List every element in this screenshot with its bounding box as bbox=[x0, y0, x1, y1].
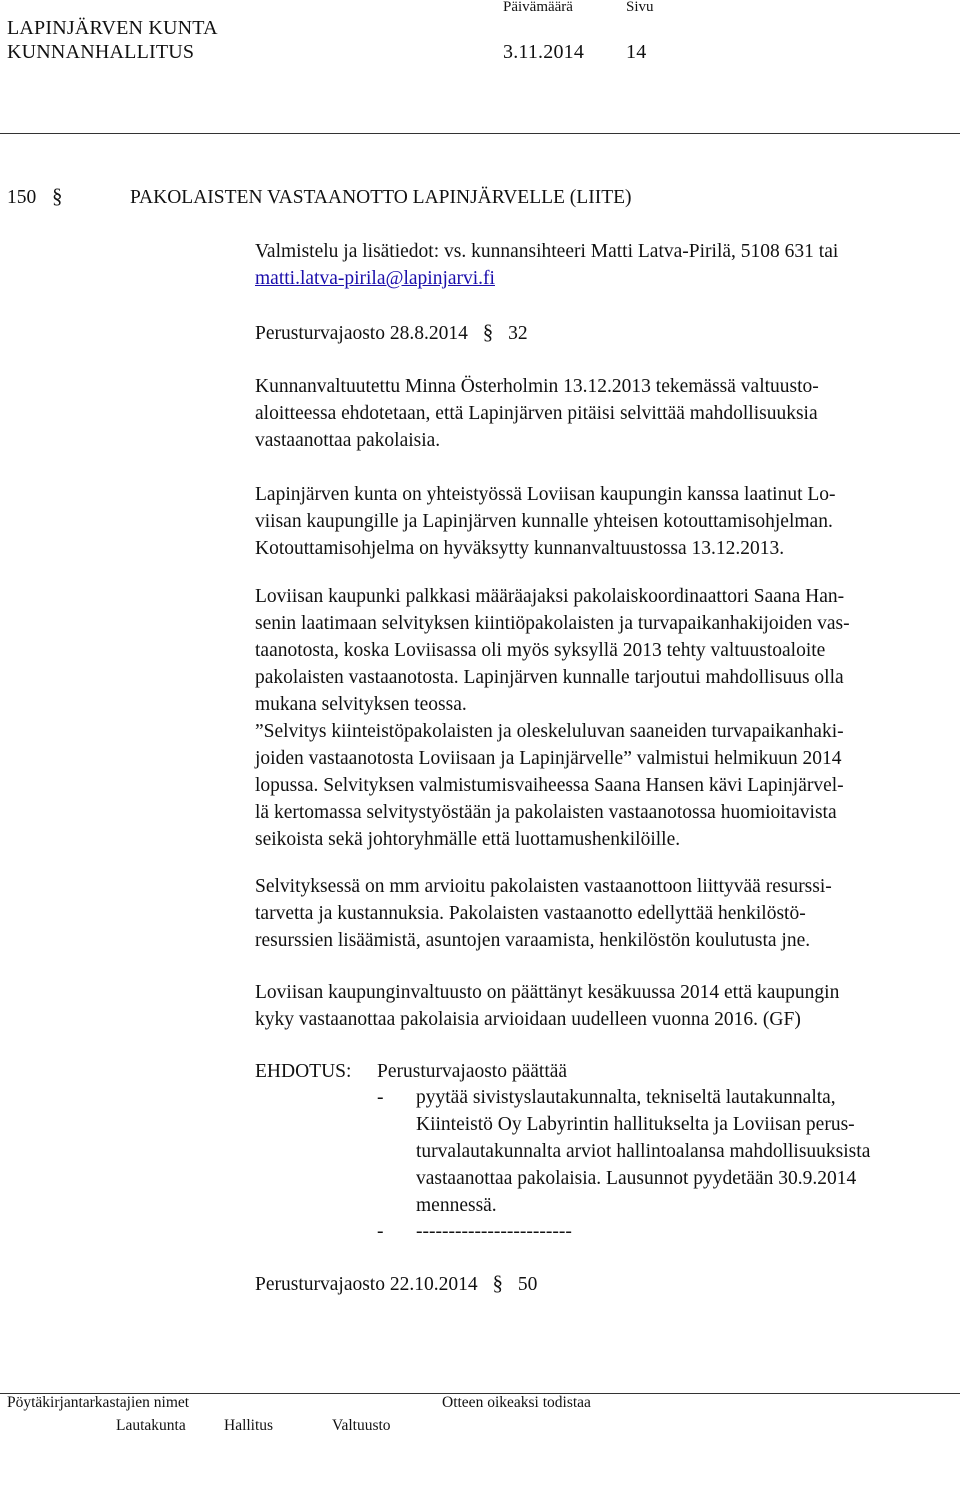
text-line: Kunnanvaltuutettu Minna Österholmin 13.12.2013 tekemässä valtuusto- bbox=[255, 376, 819, 397]
preparation-line: Valmistelu ja lisätiedot: vs. kunnansihteeri Matti Latva-Pirilä, 5108 631 tai bbox=[255, 241, 839, 262]
signers-label: Pöytäkirjantarkastajien nimet bbox=[7, 1394, 190, 1411]
footer-column-board: Hallitus bbox=[224, 1417, 274, 1434]
reference-line-2 bbox=[255, 1270, 537, 1298]
proposal-label: EHDOTUS: bbox=[255, 1061, 352, 1082]
date-label: Päivämäärä bbox=[503, 0, 573, 15]
text-line: joiden vastaanotosta Loviisaan ja Lapinjärvelle” valmistui helmikuun 2014 bbox=[255, 748, 842, 769]
text-line: Loviisan kaupunki palkkasi määräajaksi pakolaiskoordinaattori Saana Han- bbox=[255, 586, 845, 607]
header-rule bbox=[0, 133, 960, 134]
page-number: 14 bbox=[626, 41, 647, 63]
text-line: vastaanottaa pakolaisia. Lausunnot pyydetään 30.9.2014 bbox=[416, 1168, 857, 1189]
text-line: Selvityksessä on mm arvioitu pakolaisten vastaanottoon liittyvää resurssi- bbox=[255, 876, 832, 897]
text-line: Kotouttamisohjelma on hyväksytty kunnanvaltuustossa 13.12.2013. bbox=[255, 538, 785, 559]
text-line: kyky vastaanottaa pakolaisia arvioidaan uudelleen vuonna 2016. (GF) bbox=[255, 1009, 801, 1030]
proposal-bullet-2: ------------------------ bbox=[416, 1221, 572, 1242]
proposal-bullet-1 bbox=[416, 1084, 870, 1219]
section-symbol: § bbox=[492, 1271, 503, 1295]
text-line: Kiinteistö Oy Labyrintin hallitukselta ja Loviisan perus- bbox=[416, 1114, 855, 1135]
text-line: seikoista sekä johtoryhmälle että luottamushenkilöille. bbox=[255, 829, 681, 850]
committee-name: KUNNANHALLITUS bbox=[7, 41, 195, 63]
paragraph-4 bbox=[255, 873, 832, 954]
reference-body: Perusturvajaosto 22.10.2014 bbox=[255, 1274, 478, 1295]
text-line: pyytää sivistyslautakunnalta, tekniseltä lautakunnalta, bbox=[416, 1087, 836, 1108]
text-line: senin laatimaan selvityksen kiintiöpakolaisten ja turvapaikanhakijoiden vas- bbox=[255, 613, 850, 634]
text-line: vastaanottaa pakolaisia. bbox=[255, 430, 441, 451]
reference-line-1 bbox=[255, 319, 528, 347]
proposal-bullet-dash: - bbox=[377, 1221, 384, 1242]
text-line: viisan kaupungille ja Lapinjärven kunnalle yhteisen kotouttamisohjelman. bbox=[255, 511, 833, 532]
text-line: Lapinjärven kunta on yhteistyössä Loviisan kaupungin kanssa laatinut Lo- bbox=[255, 484, 836, 505]
text-line: taanotosta, koska Loviisassa oli myös syksyllä 2013 tehty valtuustoaloite bbox=[255, 640, 826, 661]
certify-label: Otteen oikeaksi todistaa bbox=[442, 1394, 591, 1411]
text-line: mennessä. bbox=[416, 1195, 497, 1216]
contact-email-link[interactable]: matti.latva-pirila@lapinjarvi.fi bbox=[255, 268, 495, 289]
text-line: ”Selvitys kiinteistöpakolaisten ja oleskeluluvan saaneiden turvapaikanhaki- bbox=[255, 721, 844, 742]
meeting-date: 3.11.2014 bbox=[503, 41, 585, 63]
section-symbol: § bbox=[482, 320, 494, 344]
text-line: aloitteessa ehdotetaan, että Lapinjärven pitäisi selvittää mahdollisuuksia bbox=[255, 403, 818, 424]
footer-column-council: Valtuusto bbox=[332, 1417, 391, 1434]
proposal-bullet-dash: - bbox=[377, 1087, 384, 1108]
item-number: 150 bbox=[7, 187, 37, 208]
org-name: LAPINJÄRVEN KUNTA bbox=[7, 17, 218, 39]
reference-number: 32 bbox=[508, 323, 528, 344]
text-line: turvalautakunnalta arviot hallintoalansa mahdollisuuksista bbox=[416, 1141, 871, 1162]
text-line: lopussa. Selvityksen valmistumisvaiheessa Saana Hansen kävi Lapinjärvel- bbox=[255, 775, 844, 796]
paragraph-2 bbox=[255, 481, 836, 562]
page-label: Sivu bbox=[626, 0, 654, 15]
text-line: tarvetta ja kustannuksia. Pakolaisten vastaanotto edellyttää henkilöstö- bbox=[255, 903, 806, 924]
section-symbol: § bbox=[52, 184, 63, 208]
item-title: PAKOLAISTEN VASTAANOTTO LAPINJÄRVELLE (LIITE) bbox=[130, 187, 632, 208]
text-line: pakolaisten vastaanotosta. Lapinjärven kunnalle tarjoutui mahdollisuus olla bbox=[255, 667, 844, 688]
reference-body: Perusturvajaosto 28.8.2014 bbox=[255, 323, 468, 344]
text-line: Loviisan kaupunginvaltuusto on päättänyt kesäkuussa 2014 että kaupungin bbox=[255, 982, 840, 1003]
reference-number: 50 bbox=[517, 1274, 538, 1295]
text-line: mukana selvityksen teossa. bbox=[255, 694, 467, 715]
proposal-heading: Perusturvajaosto päättää bbox=[377, 1061, 568, 1082]
paragraph-5 bbox=[255, 979, 839, 1033]
text-line: resurssien lisäämistä, asuntojen varaamista, henkilöstön koulutusta jne. bbox=[255, 930, 811, 951]
paragraph-3 bbox=[255, 583, 850, 853]
paragraph-1 bbox=[255, 373, 819, 454]
footer-column-committee: Lautakunta bbox=[116, 1417, 186, 1434]
text-line: lä kertomassa selvitystyöstään ja pakolaisten vastaanotossa huomioitavista bbox=[255, 802, 837, 823]
